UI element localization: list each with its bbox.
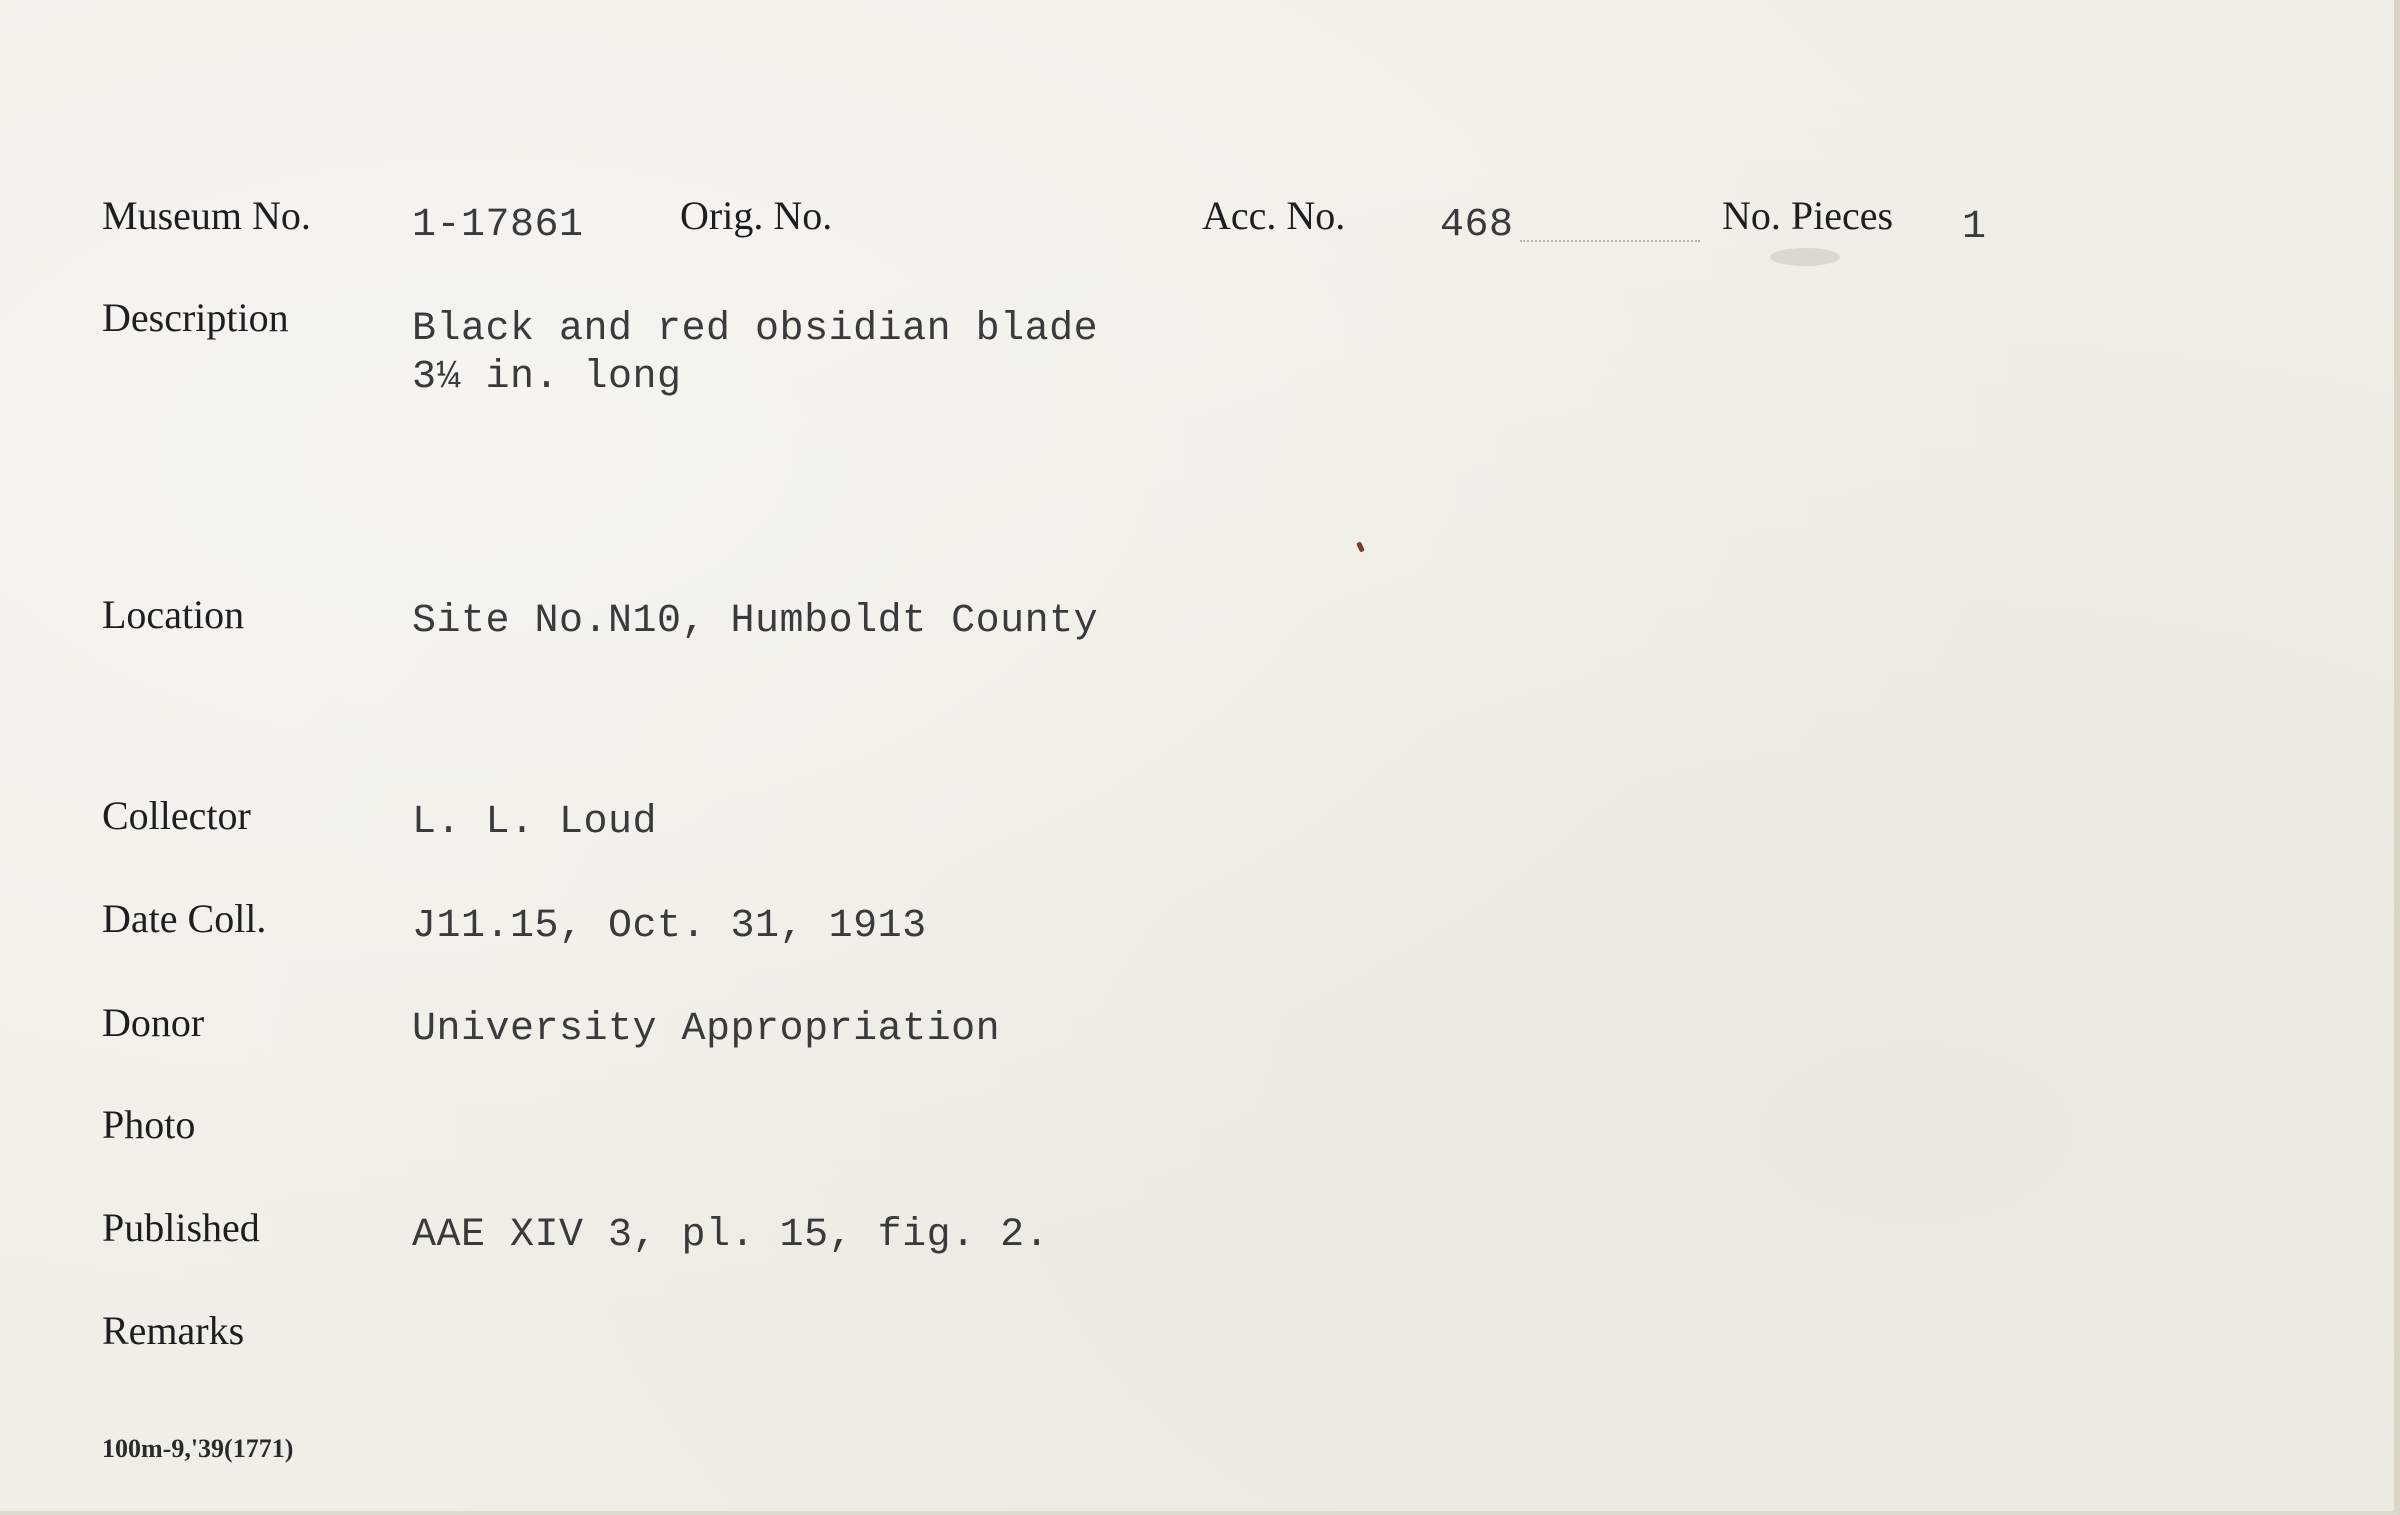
location-label: Location (102, 592, 245, 637)
location-value: Site No.N10, Humboldt County (412, 599, 1099, 644)
description-line-1: Black and red obsidian blade (412, 307, 1099, 352)
description-line-2: 3¼ in. long (412, 355, 682, 400)
date-coll-value: J11.15, Oct. 31, 1913 (412, 904, 927, 949)
photo-label: Photo (102, 1102, 196, 1147)
acc-no-value: 468 (1440, 203, 1514, 248)
collector-label: Collector (102, 793, 251, 838)
donor-value: University Appropriation (412, 1007, 1001, 1052)
published-value: AAE XIV 3, pl. 15, fig. 2. (412, 1213, 1050, 1258)
acc-no-dotted-rule (1520, 240, 1700, 242)
date-coll-label: Date Coll. (102, 896, 267, 941)
published-label: Published (102, 1205, 260, 1250)
no-pieces-value: 1 (1962, 205, 1987, 250)
no-pieces-label: No. Pieces (1722, 193, 1894, 238)
ink-smudge (1770, 248, 1840, 266)
print-code: 100m-9,'39(1771) (102, 1434, 294, 1463)
description-label: Description (102, 295, 289, 340)
paper-fleck (1356, 541, 1365, 552)
museum-no-label: Museum No. (102, 193, 311, 238)
remarks-label: Remarks (102, 1308, 245, 1353)
museum-no-value: 1-17861 (412, 203, 584, 248)
acc-no-label: Acc. No. (1202, 193, 1346, 238)
donor-label: Donor (102, 1000, 205, 1045)
collector-value: L. L. Loud (412, 800, 658, 845)
orig-no-label: Orig. No. (680, 193, 833, 238)
